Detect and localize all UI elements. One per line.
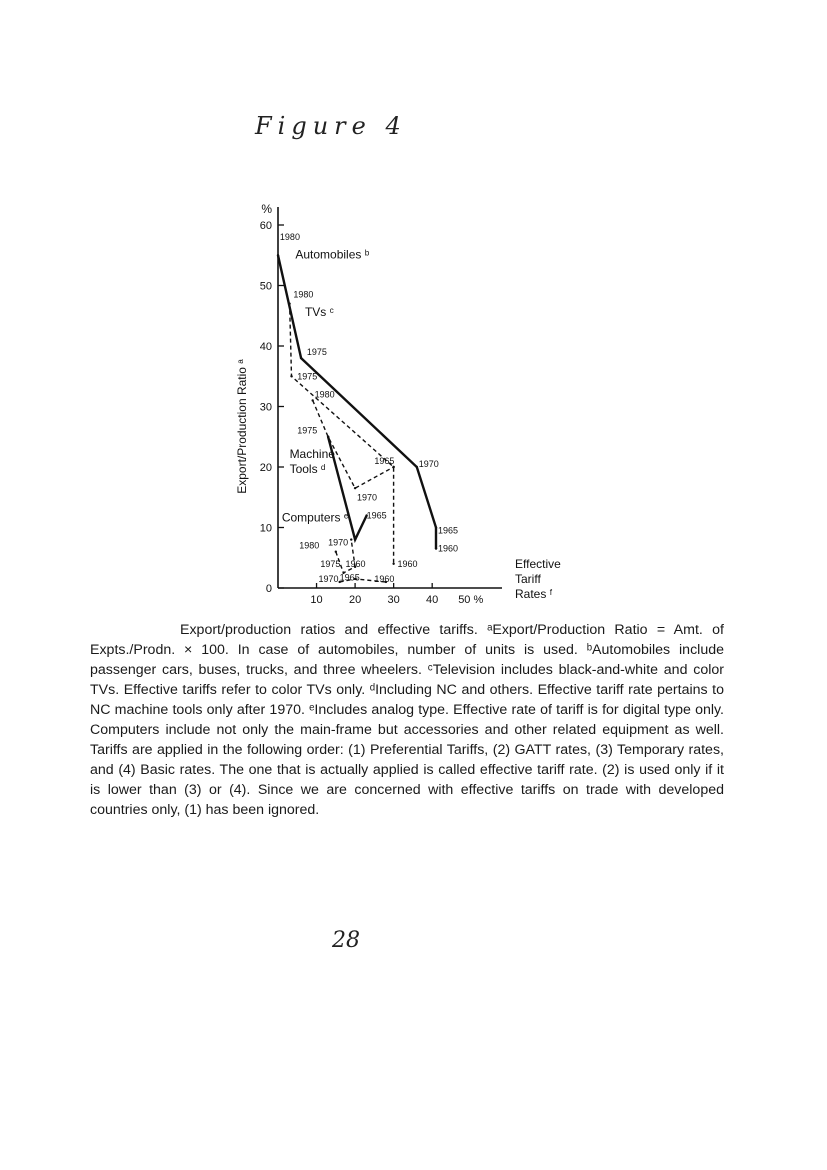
year-label: 1975: [306, 347, 327, 358]
y-tick-label: 0: [265, 583, 272, 595]
series-point-1: [290, 375, 292, 377]
year-label: 1960: [345, 558, 366, 569]
year-label: 1980: [293, 289, 314, 300]
year-label: 1975: [320, 558, 341, 569]
series-point-2: [354, 487, 356, 489]
caption-text: Export/production ratios and effective tariffs. ᵃExport/Production Ratio = Amt. of Expts./Prodn. × 100. In case of automobiles, number of units is used. ᵇAutomobiles include passenger cars, buses, trucks, and three wheelers. ᶜTelevision includes black-and-white and color TVs. Effective tariffs refer to color TVs only. ᵈIncluding NC and others. Effective tariff rate pertains to NC machine tools only after 1970. ᵉIncludes analog type. Effective rate of tariff is for digital type only. Computers include not only the main-frame but accessories and other related equipment as well. Tariffs are applied in the following order: (1) Preferential Tariffs, (2) GATT rates, (3) Temporary rates, and (4) Basic rates. The one that is actually applied is called effective tariff rate. (2) is used only if it is lower than (3) or (4). Since we are concerned with effective tariffs on trade with developed countries only, (1) has been ignored.: [90, 622, 724, 818]
y-tick-label: 50: [259, 280, 272, 293]
figure-caption: [90, 620, 724, 820]
year-label: 1980: [314, 389, 335, 400]
series-label: Machine: [289, 446, 335, 461]
year-label: 1975: [297, 371, 318, 382]
series-point-0: [435, 547, 437, 549]
series-point-3: [354, 538, 356, 540]
series-point-4: [335, 551, 337, 553]
y-tick-label: 40: [259, 341, 272, 353]
year-label: 1970: [418, 459, 439, 469]
series-label: Tools ᵈ: [289, 462, 326, 477]
year-label: 1970: [328, 537, 349, 548]
year-label: 1975: [297, 425, 318, 436]
y-axis-label: Export/Production Ratio ᵃ: [235, 359, 249, 494]
y-tick-label: 10: [259, 522, 272, 535]
year-label: 1980: [279, 232, 300, 243]
x-axis-label-line: Tariff: [515, 572, 541, 586]
year-label: 1965: [339, 572, 360, 583]
series-point-2: [392, 466, 394, 468]
year-label: 1965: [366, 510, 387, 521]
y-unit-label: %: [261, 202, 272, 216]
y-tick-label: 20: [259, 462, 272, 474]
x-tick-label: 20: [348, 594, 362, 606]
series-point-1: [392, 563, 394, 565]
series-point-0: [277, 254, 279, 256]
year-label: 1970: [318, 573, 339, 584]
series-point-3: [327, 436, 329, 438]
series-label: Automobiles ᵇ: [295, 247, 370, 262]
series-point-2: [311, 399, 313, 401]
x-tick-label: 40: [426, 594, 439, 606]
year-label: 1970: [357, 492, 378, 503]
series-point-0: [435, 526, 437, 528]
series-point-0: [416, 466, 418, 468]
year-label: 1960: [397, 558, 418, 569]
x-tick-label: 10: [310, 594, 323, 606]
year-label: 1980: [299, 540, 320, 551]
series-label: TVs ᶜ: [304, 304, 334, 319]
page-number: 28: [332, 928, 360, 953]
x-tick-label: 30: [387, 594, 400, 606]
series-label: Computers ᵉ: [281, 510, 349, 525]
year-label: 1965: [437, 525, 458, 536]
year-label: 1960: [374, 573, 395, 584]
x-axis-label-line: Effective: [515, 557, 561, 571]
year-label: 1965: [374, 455, 395, 466]
x-axis-label-line: Rates ᶠ: [515, 587, 553, 601]
y-tick-label: 30: [259, 401, 272, 414]
x-tick-label-last: 50 %: [458, 594, 484, 606]
series-point-4: [350, 538, 352, 540]
series-point-1: [288, 302, 290, 304]
figure-label: Figure 4: [255, 112, 407, 140]
y-tick-label: 60: [259, 220, 272, 232]
series-point-0: [300, 357, 302, 359]
year-label: 1960: [437, 543, 458, 554]
